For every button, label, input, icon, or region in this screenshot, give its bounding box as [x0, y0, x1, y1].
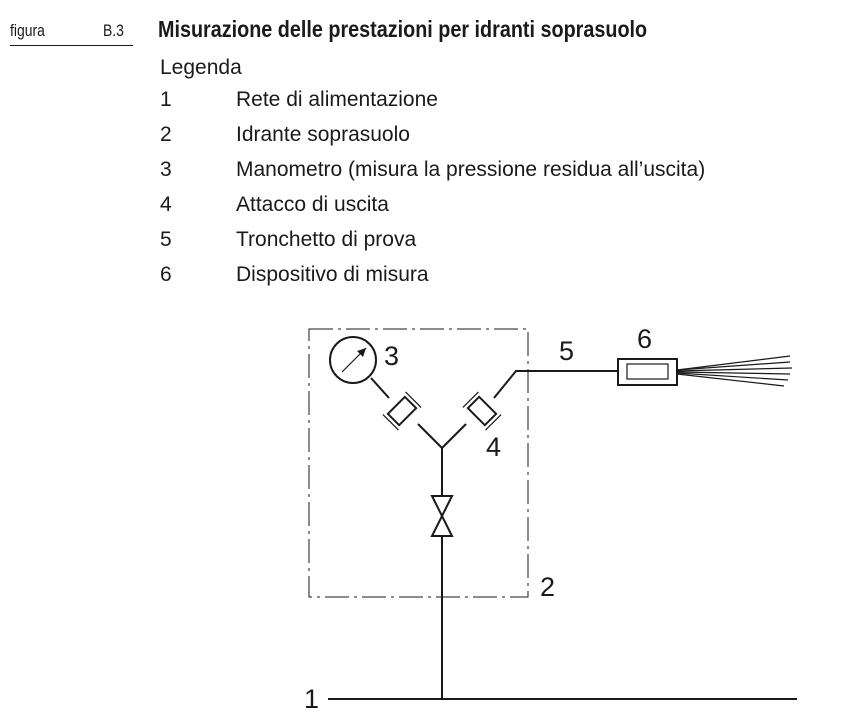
- callout-5: 5: [559, 336, 575, 366]
- legend-item-text: Attacco di uscita: [236, 193, 389, 216]
- callout-1: 1: [304, 684, 320, 714]
- figure-label: figura: [10, 21, 45, 40]
- legend-item-text: Tronchetto di prova: [236, 228, 417, 251]
- callout-4: 4: [486, 432, 502, 462]
- left-branch: [418, 424, 442, 448]
- legend-item-text: Manometro (misura la pressione residua all’uscita): [236, 158, 706, 181]
- figure-title: Misurazione delle prestazioni per idranti soprasuolo: [158, 16, 648, 42]
- legend-item-number: 2: [160, 123, 172, 146]
- legend-title: Legenda: [160, 56, 242, 79]
- legend-item-text: Dispositivo di misura: [236, 263, 429, 286]
- legend-item-text: Rete di alimentazione: [236, 88, 438, 111]
- legend-item-number: 1: [160, 88, 172, 111]
- legend-item-number: 4: [160, 193, 172, 216]
- callout-6: 6: [637, 324, 653, 354]
- valve-symbol: [432, 496, 452, 536]
- gauge-stem: [371, 378, 389, 398]
- legend-item-number: 5: [160, 228, 172, 251]
- measuring-device: [618, 359, 677, 385]
- test-pipe: [494, 371, 618, 398]
- right-branch: [442, 424, 466, 448]
- figure-number: B.3: [103, 21, 124, 40]
- legend-item-number: 6: [160, 263, 172, 286]
- water-spray: [677, 356, 792, 386]
- legend-item-text: Idrante soprasuolo: [236, 123, 410, 146]
- callout-3: 3: [384, 341, 400, 371]
- pressure-gauge: [330, 337, 376, 383]
- hydrant-boundary: [309, 329, 528, 597]
- legend-item-number: 3: [160, 158, 172, 181]
- callout-2: 2: [540, 572, 556, 602]
